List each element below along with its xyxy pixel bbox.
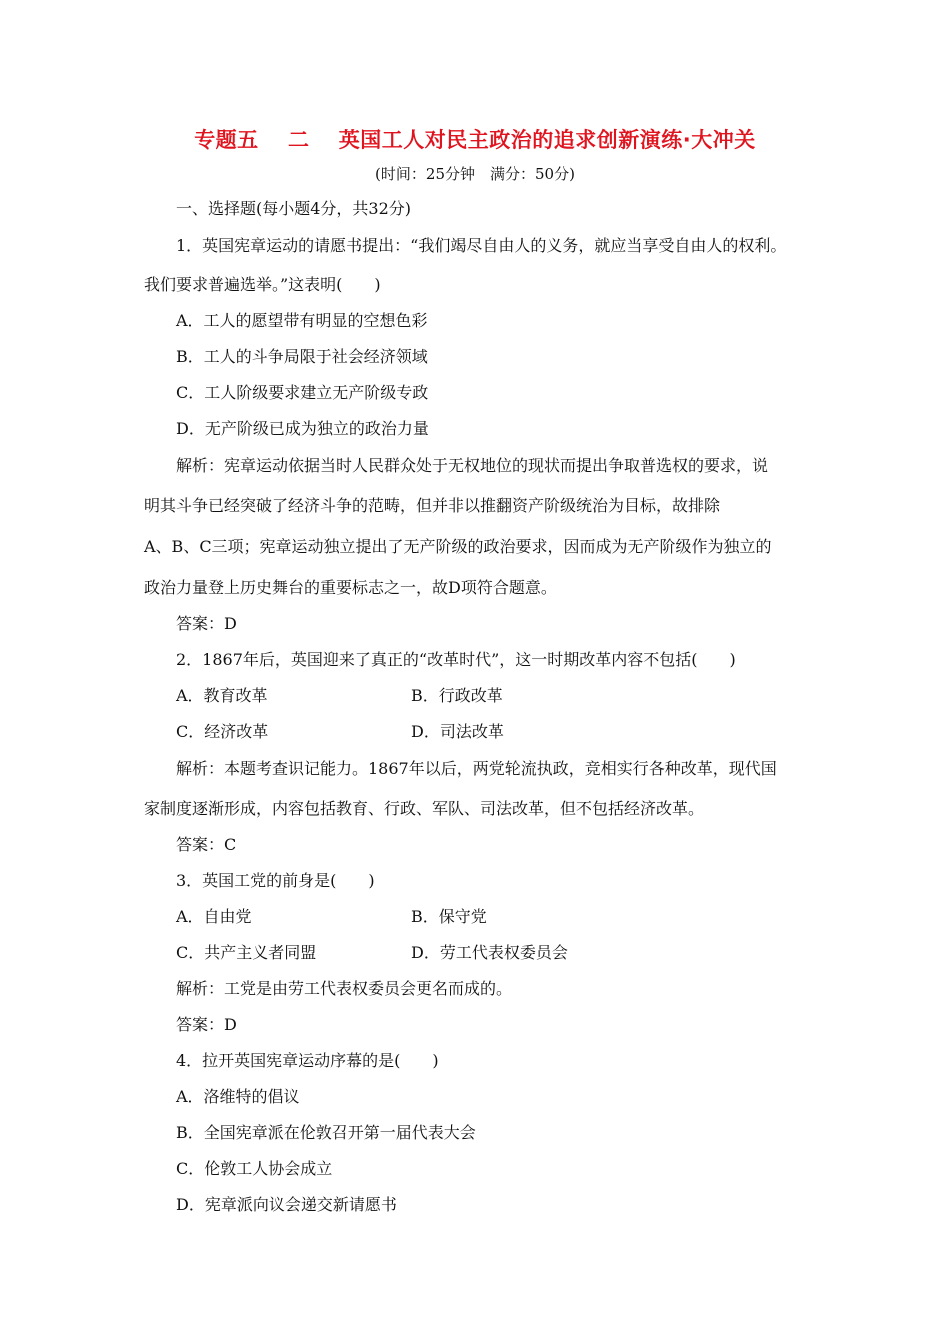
q2-options-row1 bbox=[176, 686, 676, 706]
q4-option-c: C．伦敦工人协会成立 bbox=[176, 1159, 333, 1178]
q3-option-b: B．保守党 bbox=[411, 907, 487, 926]
q4-option-d: D．宪章派向议会递交新请愿书 bbox=[176, 1195, 397, 1214]
q1-stem-line1: 1．英国宪章运动的请愿书提出：“我们竭尽自由人的义务，就应当享受自由人的权利。 bbox=[176, 236, 787, 255]
q3-answer: 答案：D bbox=[176, 1015, 237, 1034]
q1-option-d: D．无产阶级已成为独立的政治力量 bbox=[176, 419, 429, 438]
q2-option-a: A．教育改革 bbox=[176, 686, 268, 705]
q2-analysis-line2: 家制度逐渐形成，内容包括教育、行政、军队、司法改革，但不包括经济改革。 bbox=[144, 799, 705, 818]
q2-stem: 2．1867年后，英国迎来了真正的“改革时代”，这一时期改革内容不包括( ) bbox=[176, 650, 736, 669]
q4-stem: 4．拉开英国宪章运动序幕的是( ) bbox=[176, 1051, 439, 1070]
q1-answer: 答案：D bbox=[176, 614, 237, 633]
q1-stem-line2: 我们要求普遍选举。”这表明( ) bbox=[144, 275, 381, 294]
q1-analysis-line4: 政治力量登上历史舞台的重要标志之一，故D项符合题意。 bbox=[144, 578, 557, 597]
document-title: 专题五 二 英国工人对民主政治的追求创新演练·大冲关 bbox=[194, 128, 756, 152]
q2-analysis-line1: 解析：本题考查识记能力。1867年以后，两党轮流执政，竞相实行各种改革，现代国 bbox=[176, 759, 777, 778]
q4-option-a: A．洛维特的倡议 bbox=[176, 1087, 300, 1106]
q2-option-c: C．经济改革 bbox=[176, 722, 269, 741]
q1-option-b: B．工人的斗争局限于社会经济领域 bbox=[176, 347, 428, 366]
q3-option-c: C．共产主义者同盟 bbox=[176, 943, 317, 962]
q1-option-c: C．工人阶级要求建立无产阶级专政 bbox=[176, 383, 429, 402]
q3-stem: 3．英国工党的前身是( ) bbox=[176, 871, 375, 890]
q2-option-b: B．行政改革 bbox=[411, 686, 503, 705]
q3-option-d: D．劳工代表权委员会 bbox=[411, 943, 568, 962]
q3-options-row1 bbox=[176, 907, 676, 927]
section-heading: 一、选择题(每小题4分，共32分) bbox=[176, 199, 412, 218]
q1-analysis-line1: 解析：宪章运动依据当时人民群众处于无权地位的现状而提出争取普选权的要求，说 bbox=[176, 456, 769, 475]
q3-analysis: 解析：工党是由劳工代表权委员会更名而成的。 bbox=[176, 979, 513, 998]
q3-options-row2 bbox=[176, 943, 676, 963]
q1-analysis-line2: 明其斗争已经突破了经济斗争的范畴，但并非以推翻资产阶级统治为目标，故排除 bbox=[144, 496, 721, 515]
q2-option-d: D．司法改革 bbox=[411, 722, 504, 741]
q2-answer: 答案：C bbox=[176, 835, 237, 854]
q4-option-b: B．全国宪章派在伦敦召开第一届代表大会 bbox=[176, 1123, 476, 1142]
time-and-score: (时间：25分钟 满分：50分) bbox=[375, 165, 575, 183]
q1-analysis-line3: A、B、C三项；宪章运动独立提出了无产阶级的政治要求，因而成为无产阶级作为独立的 bbox=[144, 537, 772, 556]
q1-option-a: A．工人的愿望带有明显的空想色彩 bbox=[176, 311, 428, 330]
q3-option-a: A．自由党 bbox=[176, 907, 252, 926]
q2-options-row2 bbox=[176, 722, 676, 742]
